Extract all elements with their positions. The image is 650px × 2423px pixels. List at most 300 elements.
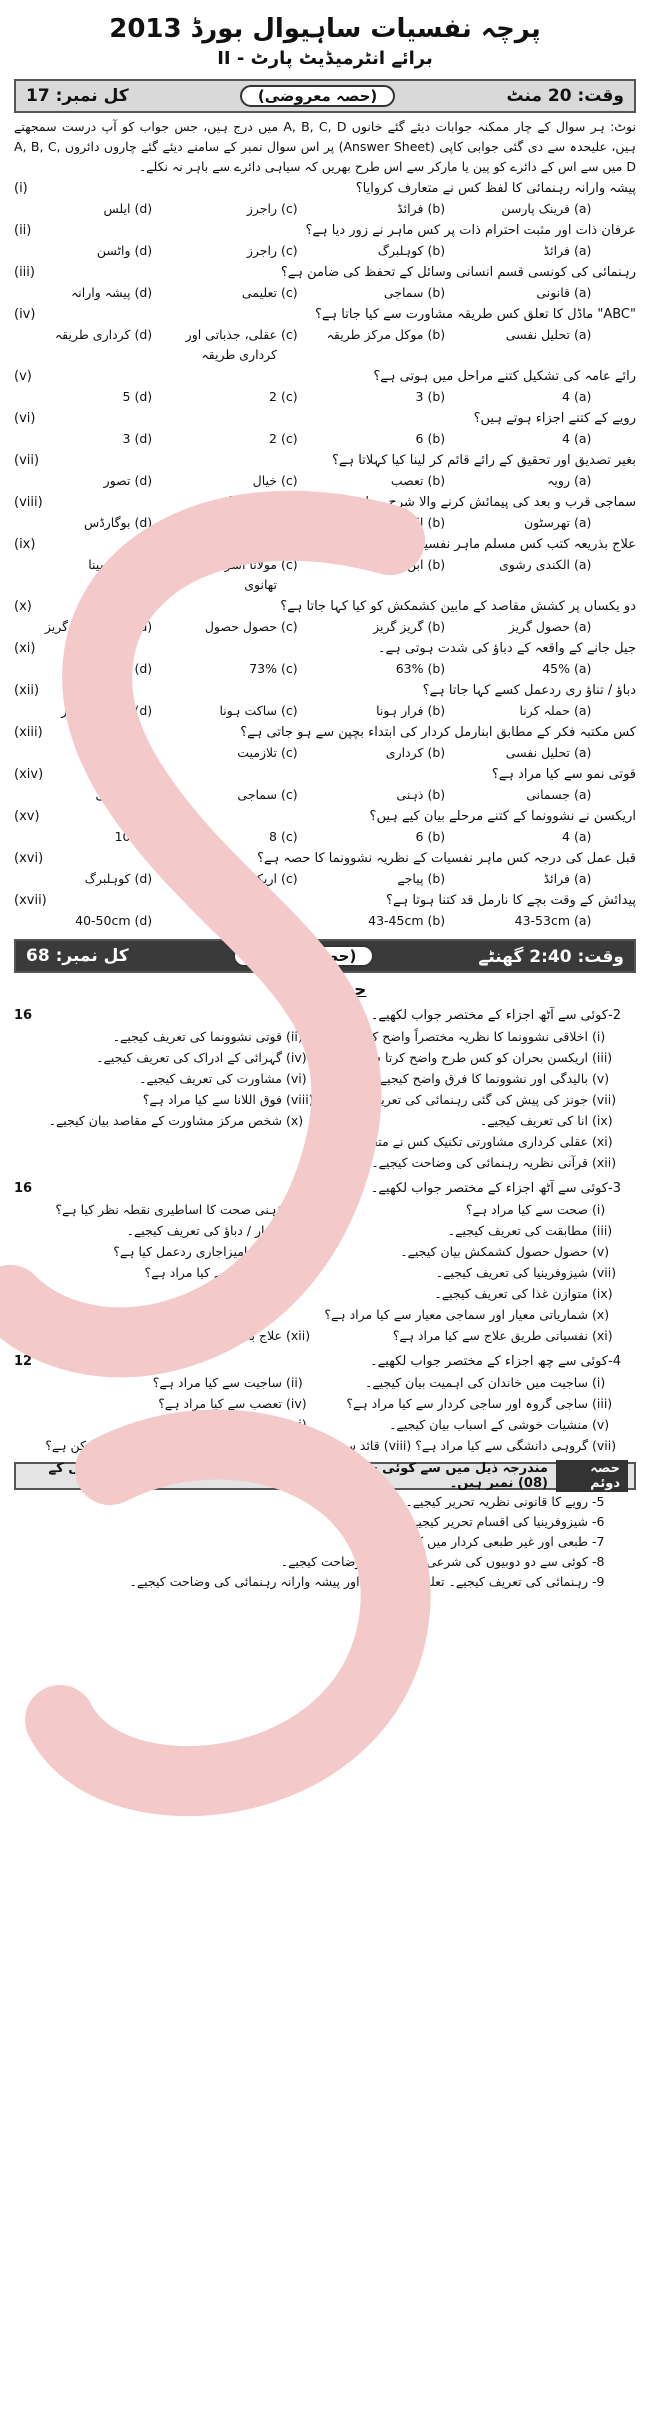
mcq-option-text: 73%: [249, 661, 277, 676]
mcq-option-text: 45%: [542, 661, 570, 676]
mcq-item: [14, 305, 636, 365]
mcq-option-text: مقابلہ یا فرار: [61, 703, 131, 718]
mcq-option: [454, 471, 601, 491]
mcq-option-letter: (c): [281, 871, 298, 886]
mcq-option: [161, 471, 308, 491]
mcq-option-text: موکل مرکز طریقہ: [326, 327, 424, 342]
short-question-text: حصول حصول کشمکش بیان کیجیے۔: [400, 1244, 588, 1259]
short-question-number: (ix): [592, 1286, 613, 1301]
mcq-item: [14, 765, 636, 805]
short-question: [14, 1068, 320, 1089]
question-3-block: [14, 1179, 636, 1346]
mcq-question-number: (xi): [14, 641, 36, 656]
question-number: -2: [608, 1008, 621, 1023]
mcq-option: [307, 325, 454, 365]
short-question-number: (ix): [592, 1113, 613, 1128]
mcq-question-text: دباؤ / تناؤ ری ردعمل کسے کہا جاتا ہے؟: [422, 683, 636, 698]
mcq-option: [161, 555, 308, 595]
mcq-option-letter: (b): [427, 787, 446, 802]
mcq-option-text: 3: [122, 431, 131, 446]
short-question: [320, 1199, 626, 1220]
mcq-option: [161, 429, 308, 449]
instruction-row: [14, 1352, 636, 1372]
short-question-text: فشار / دباؤ کی تعریف کیجیے۔: [126, 1223, 282, 1238]
mcq-option-letter: (a): [574, 557, 592, 572]
mcq-option: [14, 617, 161, 637]
mcq-option-letter: (b): [427, 661, 446, 676]
mcq-option-text: فرائڈ: [543, 243, 570, 258]
mcq-option-letter: (c): [281, 661, 298, 676]
mcq-option-letter: (a): [574, 389, 592, 404]
mcq-option-letter: (b): [427, 745, 446, 760]
mcq-option-text: کرداری طریقہ: [54, 327, 131, 342]
short-question: [320, 1325, 626, 1346]
mcq-option: [14, 241, 161, 261]
mcq-option-letter: (c): [281, 201, 298, 216]
mcq-option: [307, 283, 454, 303]
mcq-option: [307, 513, 454, 533]
mcq-option: [14, 743, 161, 763]
objective-time: وقت: 20 منٹ: [506, 86, 624, 106]
mcq-option: [161, 827, 308, 847]
short-question-text: بالیدگی اور نشوونما کا فرق واضح کیجیے۔: [372, 1071, 588, 1086]
mcq-option-text: 43-45cm: [368, 913, 424, 928]
mcq-options: [14, 659, 636, 679]
mcq-item: [14, 493, 636, 533]
mcq-option: [307, 471, 454, 491]
short-question: [320, 1283, 626, 1304]
mcq-option-letter: (c): [281, 515, 298, 530]
short-question-grid: [14, 1372, 636, 1456]
subjective-marks: کل نمبر: 68: [26, 946, 129, 966]
mcq-option-letter: (a): [574, 243, 592, 258]
mcq-option-text: کرداری: [385, 745, 424, 760]
short-question-text: ساجیت میں خاندان کی اہمیت بیان کیجیے۔: [365, 1375, 588, 1390]
short-question: [14, 1131, 626, 1152]
mcq-question-number: (xiii): [14, 725, 43, 740]
mcq-item: [14, 807, 636, 847]
mcq-option-text: بوگارڈس: [83, 515, 131, 530]
mcq-question-text: اریکسن نے نشوونما کے کتنے مرحلے بیان کیے ہیں؟: [369, 809, 636, 824]
mcq-question-row: [14, 807, 636, 827]
short-question-number: (viii): [286, 1092, 314, 1107]
mcq-option-text: راجرز: [246, 243, 277, 258]
short-question-number: (vi): [286, 1071, 307, 1086]
mcq-item: [14, 451, 636, 491]
short-question: [320, 1110, 626, 1131]
mcq-item: [14, 409, 636, 449]
question-number: -4: [608, 1354, 621, 1369]
mcq-question-number: (xv): [14, 809, 40, 824]
mcq-option-text: فرائڈ: [397, 201, 424, 216]
mcq-question-row: [14, 639, 636, 659]
mcq-option-text: پیاجے: [397, 871, 424, 886]
mcq-question-row: [14, 597, 636, 617]
mcq-option-letter: (a): [574, 703, 592, 718]
mcq-question-row: [14, 765, 636, 785]
mcq-option-text: تصور: [103, 473, 131, 488]
long-question-text: رویے کا قانونی نظریہ تحریر کیجیے۔: [405, 1494, 588, 1509]
mcq-question-row: [14, 723, 636, 743]
mcq-option-letter: (c): [281, 703, 298, 718]
short-question-text: شیزوفرینیا کی تعریف کیجیے۔: [435, 1265, 588, 1280]
mcq-option-text: گریز گریز: [373, 619, 424, 634]
mcq-option-text: 63%: [395, 661, 424, 676]
mcq-item: [14, 597, 636, 637]
mcq-option: [307, 911, 454, 931]
mcq-item: [14, 849, 636, 889]
mcq-option: [307, 701, 454, 721]
mcq-option: [307, 659, 454, 679]
mcq-option-text: اریکسن: [236, 871, 277, 886]
long-question: [14, 1552, 626, 1572]
mcq-option-letter: (b): [427, 473, 446, 488]
mcq-question-text: پیدائش کے وقت بچے کا نارمل قد کتنا ہوتا ہے؟: [386, 893, 636, 908]
short-question-number: (iii): [592, 1050, 613, 1065]
short-question-text: علاج بذریعہ کتب سے کیا مراد ہے؟: [105, 1328, 282, 1343]
mcq-question-row: [14, 891, 636, 911]
short-question-number: (iii): [592, 1223, 613, 1238]
mcq-options: [14, 199, 636, 219]
mcq-question-text: جیل جانے کے واقعہ کے دباؤ کی شدت ہوتی ہے۔: [377, 641, 636, 656]
short-question-number: (vii): [592, 1092, 617, 1107]
short-question-text: قرآنی نظریہ رہنمائی کی وضاحت کیجیے۔: [371, 1155, 588, 1170]
mcq-option: [161, 869, 308, 889]
mcq-option-text: گٹ مین: [234, 515, 277, 530]
mcq-option: [161, 785, 308, 805]
part2-instruction-bar: [14, 1462, 636, 1490]
mcq-options: [14, 513, 636, 533]
mcq-option-text: عقلی، جذباتی اور کرداری طریقہ: [185, 327, 277, 362]
mcq-question-text: رائے عامہ کی تشکیل کتنے مراحل میں ہوتی ہے؟: [373, 369, 636, 384]
mcq-option: [14, 659, 161, 679]
mcq-option-text: 40-47cm: [221, 913, 277, 928]
short-question-text: نفسیاتی طریق علاج سے کیا مراد ہے؟: [392, 1328, 588, 1343]
short-question: [14, 1199, 320, 1220]
short-question: [320, 1262, 626, 1283]
mcq-option-letter: (c): [281, 327, 298, 342]
mcq-option-text: تحلیل نفسی: [505, 745, 570, 760]
mcq-option-text: 4: [562, 431, 570, 446]
short-question-text: فوق اللانا سے کیا مراد ہے؟: [142, 1092, 282, 1107]
mcq-question-row: [14, 535, 636, 555]
short-question: [320, 1393, 626, 1414]
short-question: [14, 1414, 320, 1435]
mcq-item: [14, 681, 636, 721]
short-question-number: (xii): [592, 1155, 617, 1170]
short-question: [14, 1089, 320, 1110]
mcq-item: [14, 179, 636, 219]
mcq-option: [14, 325, 161, 365]
short-question-number: (iv): [286, 1396, 307, 1411]
mcq-option-letter: (d): [134, 389, 153, 404]
mcq-option-text: تعصب: [390, 473, 424, 488]
mcq-question-text: رہنمائی کی کونسی قسم انسانی وسائل کے تحفظ کی ضامن ہے؟: [280, 265, 636, 280]
mcq-option-text: خیال: [252, 473, 277, 488]
short-question-number: (v): [592, 1071, 610, 1086]
short-question-number: (ii): [286, 1375, 303, 1390]
short-question-text: منشیات خوشی کے اسباب بیان کیجیے۔: [389, 1417, 588, 1432]
mcq-options: [14, 869, 636, 889]
short-question: [14, 1110, 320, 1131]
mcq-option-text: پیشہ وارانہ: [70, 285, 131, 300]
mcq-option: [14, 827, 161, 847]
mcq-option-letter: (c): [281, 431, 298, 446]
mcq-question-text: دو یکساں پر کشش مقاصد کے مابین کشمکش کو کیا کہا جاتا ہے؟: [280, 599, 636, 614]
mcq-option-letter: (c): [281, 389, 298, 404]
mcq-option-letter: (b): [427, 829, 446, 844]
mcq-option-text: ابن سینا: [88, 557, 131, 572]
mcq-option-text: کثیر حصول گریز: [44, 619, 131, 634]
mcq-question-text: رویے کے کتنے اجزاء ہوتے ہیں؟: [473, 411, 636, 426]
mcq-option-text: 8: [269, 829, 277, 844]
short-question-number: (i): [592, 1202, 606, 1217]
mcq-item: [14, 367, 636, 407]
short-question: [14, 1435, 626, 1456]
short-question: [14, 1241, 320, 1262]
mcq-option: [307, 241, 454, 261]
mcq-option: [14, 869, 161, 889]
short-question-number: (iv): [286, 1223, 307, 1238]
mcq-option: [454, 743, 601, 763]
mcq-option-text: 38%: [102, 661, 131, 676]
mcq-options: [14, 325, 636, 365]
short-question-text: مطابقت کی تعریف کیجیے۔: [447, 1223, 588, 1238]
subjective-header-bar: [14, 939, 636, 973]
mcq-option: [14, 701, 161, 721]
mcq-option: [14, 429, 161, 449]
objective-note: نوٹ: ہر سوال کے چار ممکنہ جوابات دیئے گئے خانوں A, B, C, D میں درج ہیں، جس جواب کو آپ درست سمجھتے ہیں، علیحدہ سے دی گئی جوابی کاپی (Answer Sheet) پر اس سوال نمبر کے سامنے دیئے گئے چاروں دائروں A, B, C, D میں سے اس کے دائرے کو پین یا مارکر سے اس طرح بھریں کہ سیاہی دائرے سے باہر نہ نکلے۔: [14, 119, 636, 174]
mcq-options: [14, 429, 636, 449]
long-question-text: رہنمائی کی تعریف کیجیے۔ تعلیمی رہنمائی اور پیشہ وارانہ رہنمائی کی وضاحت کیجیے۔: [129, 1574, 588, 1589]
mcq-options: [14, 701, 636, 721]
short-question-number: (vii): [592, 1265, 617, 1280]
mcq-option-text: حصول گریز: [508, 619, 570, 634]
mcq-question-number: (iii): [14, 265, 35, 280]
mcq-option-letter: (a): [574, 913, 592, 928]
mcq-option-letter: (d): [134, 515, 153, 530]
mcq-option-letter: (b): [427, 913, 446, 928]
mcq-option-letter: (b): [427, 327, 446, 342]
short-question-number: (vi): [286, 1244, 307, 1259]
long-question-text: طبعی اور غیر طبعی کردار میں کیا فرق ہے؟: [357, 1534, 588, 1549]
mcq-question-text: عرفان ذات اور مثبت احترام ذات پر کس ماہر نے زور دیا ہے؟: [305, 223, 636, 238]
short-question-text: گہرائی کے ادراک کی تعریف کیجیے۔: [96, 1050, 282, 1065]
short-question-text: ذہنی صحت کا اساطیری نقطہ نظر کیا ہے؟: [55, 1202, 282, 1217]
short-question: [14, 1026, 320, 1047]
mcq-option: [161, 241, 308, 261]
instruction-row: [14, 1179, 636, 1199]
short-question-number: (ii): [286, 1202, 303, 1217]
mcq-option-text: 4: [562, 389, 570, 404]
short-question-text: اخلاقی نشوونما کا نظریہ مختصراً واضح کیجیے۔: [342, 1029, 588, 1044]
mcq-option-text: 2: [269, 431, 277, 446]
mcq-option: [307, 785, 454, 805]
short-question: [14, 1393, 320, 1414]
mcq-question-number: (xvi): [14, 851, 44, 866]
mcq-option-letter: (b): [427, 515, 446, 530]
short-question: [320, 1089, 626, 1110]
mcq-question-row: [14, 305, 636, 325]
mcq-option: [307, 743, 454, 763]
mcq-question-text: قوتی نمو سے کیا مراد ہے؟: [491, 767, 636, 782]
mcq-option-letter: (b): [427, 619, 446, 634]
mcq-option-letter: (c): [281, 473, 298, 488]
mcq-item: [14, 639, 636, 679]
mcq-option-letter: (a): [574, 327, 592, 342]
mcq-item: [14, 221, 636, 261]
mcq-option-letter: (d): [134, 619, 153, 634]
long-question: [14, 1532, 626, 1552]
mcq-option: [454, 429, 601, 449]
mcq-option: [307, 869, 454, 889]
short-question-number: (viii): [286, 1265, 314, 1280]
objective-marks: کل نمبر: 17: [26, 86, 129, 106]
mcq-options: [14, 555, 636, 595]
mcq-option-letter: (a): [574, 431, 592, 446]
mcq-option: [454, 283, 601, 303]
mcq-option-letter: (c): [281, 787, 298, 802]
mcq-option-text: ایلس: [103, 201, 131, 216]
mcq-option-text: سماجی: [237, 787, 277, 802]
mcq-option-letter: (d): [134, 431, 153, 446]
mcq-option-text: اخلاقی: [95, 787, 131, 802]
mcq-question-text: کس مکتبہ فکر کے مطابق ابنارمل کردار کی ابتداء بچپن سے ہو جاتی ہے؟: [240, 725, 636, 740]
mcq-option-letter: (d): [134, 243, 153, 258]
part2-instruction: مندرجہ ذیل میں سے کوئی سے تین سوالات کے جوابات تحریر کیجیے ہر سوال کے (08) نمبر ہیں۔: [48, 1461, 548, 1491]
mcq-item: [14, 891, 636, 931]
mcq-option-text: 10: [114, 829, 131, 844]
short-question-number: (iv): [286, 1050, 307, 1065]
question-marks: 12: [14, 1354, 33, 1369]
long-question-number: -9: [592, 1574, 605, 1589]
short-question-number: (v): [592, 1244, 610, 1259]
mcq-options: [14, 283, 636, 303]
mcq-question-text: "ABC" ماڈل کا تعلق کس طریقہ مشاورت سے کیا جاتا ہے؟: [314, 307, 636, 322]
mcq-question-text: قبل عمل کی درجہ کس ماہر نفسیات کے نظریہ نشوونما کا حصہ ہے؟: [257, 851, 636, 866]
mcq-option: [454, 555, 601, 595]
question-instruction: کوئی سے آٹھ اجزاء کے مختصر جواب لکھیے۔: [370, 1181, 608, 1196]
mcq-option-letter: (a): [574, 473, 592, 488]
mcq-option-text: ساکت ہونا: [219, 703, 277, 718]
mcq-option-text: تعلیمی: [241, 285, 277, 300]
mcq-option-text: رویہ: [547, 473, 570, 488]
short-question-text: شخص مرکز مشاورت کے مقاصد بیان کیجیے۔: [48, 1113, 282, 1128]
mcq-option-letter: (c): [281, 243, 298, 258]
long-question-number: -6: [592, 1514, 605, 1529]
short-question-number: (ii): [286, 1029, 303, 1044]
short-question-grid: [14, 1199, 636, 1346]
short-question: [320, 1241, 626, 1262]
paper-title: پرچہ نفسیات ساہیوال بورڈ 2013: [109, 14, 541, 44]
mcq-option-text: 4: [562, 829, 570, 844]
mcq-options: [14, 387, 636, 407]
question-2-block: [14, 1006, 636, 1173]
mcq-option: [14, 513, 161, 533]
mcq-option-text: تحلیل نفسی: [505, 327, 570, 342]
short-question: [320, 1372, 626, 1393]
question-instruction: کوئی سے چھ اجزاء کے مختصر جواب لکھیے۔: [369, 1354, 608, 1369]
mcq-option-text: ذہنی: [396, 787, 424, 802]
mcq-question-number: (vi): [14, 411, 36, 426]
mcq-option: [161, 387, 308, 407]
mcq-options: [14, 911, 636, 931]
mcq-option: [454, 659, 601, 679]
mcq-option: [454, 869, 601, 889]
mcq-options: [14, 241, 636, 261]
short-question-text: جونز کی پیش کی گئی رہنمائی کی تعریف لکھیے۔: [329, 1092, 588, 1107]
question-4-block: [14, 1352, 636, 1456]
mcq-option-letter: (a): [574, 871, 592, 886]
short-question-text: تسلط امیزاجاری ردعمل کیا ہے؟: [113, 1244, 282, 1259]
mcq-option: [161, 911, 308, 931]
question-marks: 16: [14, 1181, 33, 1196]
mcq-option-letter: (c): [281, 285, 298, 300]
mcq-question-row: [14, 221, 636, 241]
question-instruction: کوئی سے آٹھ اجزاء کے مختصر جواب لکھیے۔: [370, 1008, 608, 1023]
mcq-question-number: (ii): [14, 223, 32, 238]
mcq-option-text: فرینک پارسن: [501, 201, 570, 216]
mcq-option-letter: (d): [134, 913, 153, 928]
short-question-text: ساجیت سے کیا مراد ہے؟: [152, 1375, 282, 1390]
part2-tag: حصہ دوئم: [556, 1460, 628, 1492]
mcq-option: [14, 555, 161, 595]
short-question-text: شماریاتی معیار اور سماجی معیار سے کیا مراد ہے؟: [324, 1307, 588, 1322]
mcq-option-letter: (b): [427, 285, 446, 300]
short-question-number: (vii): [592, 1438, 617, 1453]
short-question-number: (xi): [592, 1328, 613, 1343]
mcq-option-text: کوہلبرگ: [84, 871, 131, 886]
long-question-number: -8: [592, 1554, 605, 1569]
mcq-options: [14, 471, 636, 491]
mcq-option-letter: (c): [281, 829, 298, 844]
mcq-option-letter: (a): [574, 745, 592, 760]
short-question: [320, 1414, 626, 1435]
mcq-option-letter: (b): [427, 389, 446, 404]
long-question: [14, 1492, 626, 1512]
mcq-question-text: پیشہ وارانہ رہنمائی کا لفظ کس نے متعارف کروایا؟: [355, 181, 636, 196]
instruction-row: [14, 1006, 636, 1026]
mcq-option: [307, 617, 454, 637]
mcq-option: [307, 827, 454, 847]
mcq-option-text: 3: [415, 389, 424, 404]
short-question-number: (x): [286, 1113, 304, 1128]
mcq-option-text: 43-53cm: [514, 913, 570, 928]
mcq-option-text: سماجی: [383, 285, 424, 300]
short-question-text: صحت سے کیا مراد ہے؟: [465, 1202, 588, 1217]
mcq-question-row: [14, 409, 636, 429]
short-question-grid: [14, 1026, 636, 1173]
mcq-question-number: (ix): [14, 537, 36, 552]
mcq-option-text: واٹسن: [96, 243, 131, 258]
mcq-option-text: فرائڈ: [543, 871, 570, 886]
mcq-option-text: راجرز: [246, 201, 277, 216]
mcq-option: [14, 283, 161, 303]
mcq-option-text: فرار ہونا: [376, 703, 424, 718]
mcq-option: [454, 827, 601, 847]
mcq-option: [161, 617, 308, 637]
mcq-question-number: (i): [14, 181, 28, 196]
mcq-item: [14, 263, 636, 303]
mcq-option: [161, 743, 308, 763]
mcq-question-row: [14, 681, 636, 701]
mcq-question-row: [14, 367, 636, 387]
mcq-option-letter: (c): [281, 557, 298, 572]
mcq-question-number: (xiv): [14, 767, 44, 782]
short-question: [320, 1220, 626, 1241]
mcq-option: [14, 387, 161, 407]
long-question-text: شیزوفرینیا کی اقسام تحریر کیجیے۔: [403, 1514, 588, 1529]
